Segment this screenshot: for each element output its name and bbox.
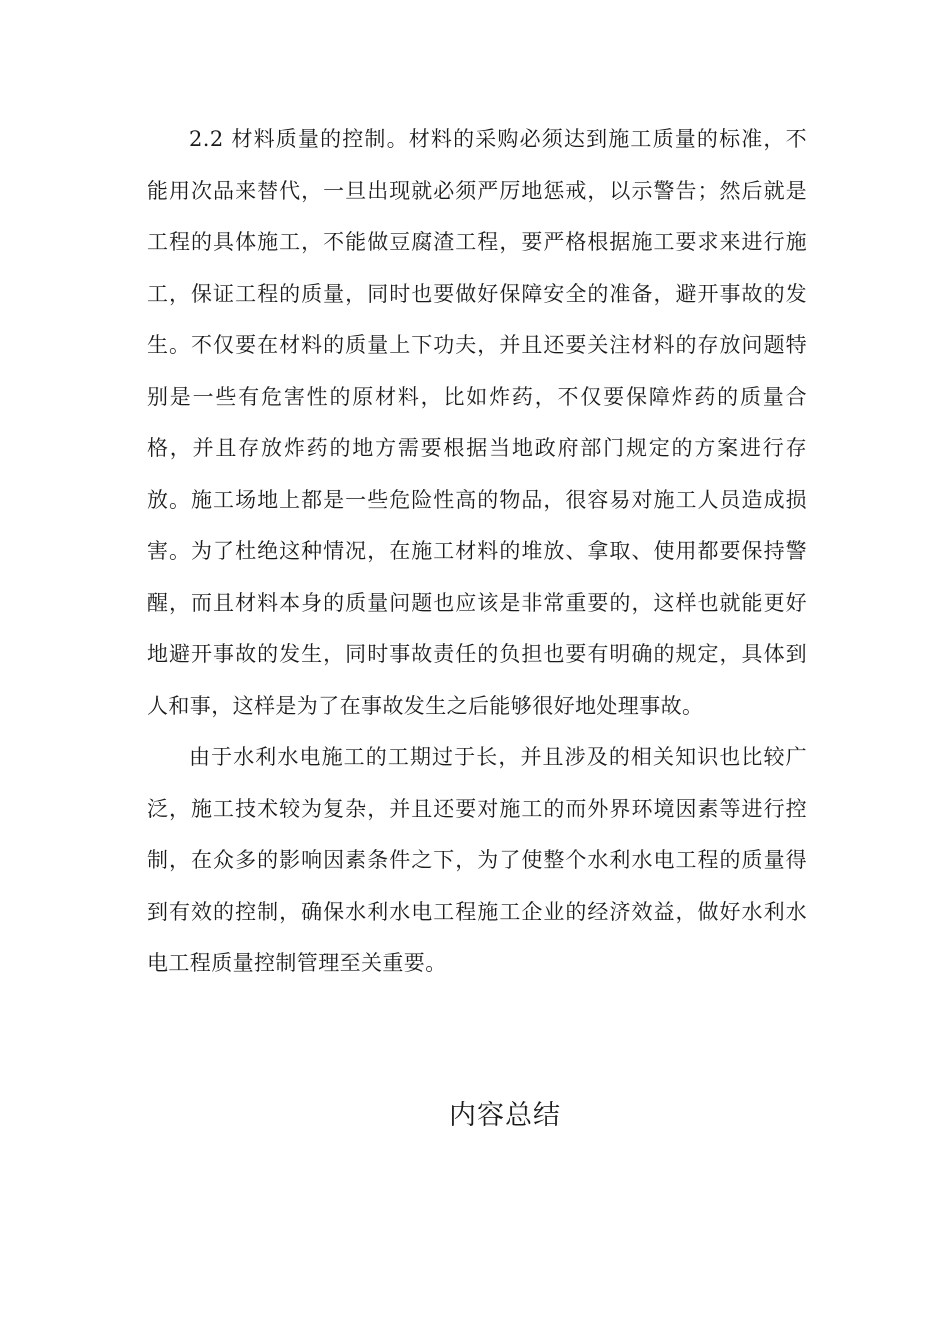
summary-heading: 内容总结 — [449, 1100, 561, 1131]
paragraph-quality-management: 由于水利水电施工的工期过于长，并且涉及的相关知识也比较广泛，施工技术较为复杂，并且还要对施工的而外界环境因素等进行控制，在众多的影响因素条件之下，为了使整个水利水电工程的质量得到有效的控制，确保水利水电工程施工企业的经济效益，做好水利水电工程质量控制管理至关重要。 — [147, 745, 807, 975]
document-body — [147, 114, 807, 990]
paragraph-material-quality: 2.2 材料质量的控制。材料的采购必须达到施工质量的标准，不能用次品来替代，一旦出现就必须严厉地惩戒，以示警告；然后就是工程的具体施工，不能做豆腐渣工程，要严格根据施工要求来进行施工，保证工程的质量，同时也要做好保障安全的准备，避开事故的发生。不仅要在材料的质量上下功夫，并且还要关注材料的存放问题特别是一些有危害性的原材料，比如炸药，不仅要保障炸药的质量合格，并且存放炸药的地方需要根据当地政府部门规定的方案进行存放。施工场地上都是一些危险性高的物品，很容易对施工人员造成损害。为了杜绝这种情况，在施工材料的堆放、拿取、使用都要保持警醒，而且材料本身的质量问题也应该是非常重要的，这样也就能更好地避开事故的发生，同时事故责任的负担也要有明确的规定，具体到人和事，这样是为了在事故发生之后能够很好地处理事故。 — [147, 127, 807, 718]
